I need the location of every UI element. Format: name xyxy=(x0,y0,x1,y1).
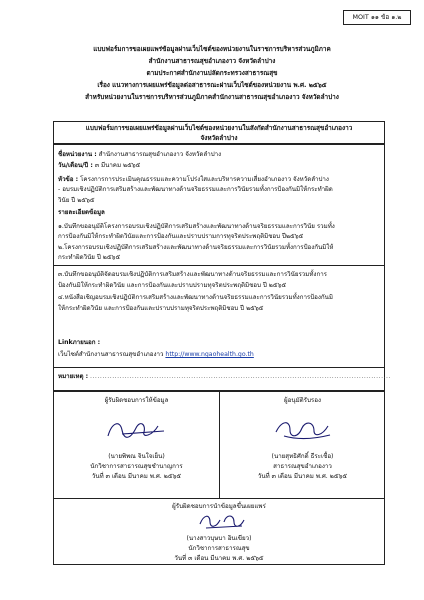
right-signer-date: วันที่ ๓ เดือน มีนาคม พ.ศ. ๒๕๖๕ xyxy=(257,473,348,480)
right-signer-name: (นายสุทธิศักดิ์ ธีระเชื้อ) xyxy=(271,453,334,460)
header-line-4: เรื่อง แนวทางการเผยแพร่ข้อมูลต่อสาธารณะผ่านเว็บไซต์ของหน่วยงาน พ.ศ. ๒๕๖๕ xyxy=(97,81,327,89)
bottom-signer-name: (นางสาวบุษบา อินเขียว) xyxy=(186,535,252,542)
detail-item-3-line-2: ป้องกันมิให้กระทำผิดวินัย และการป้องกันและปราบปรามทุจริตประพฤติมิชอบ ปี ๒๕๖๕ xyxy=(58,282,287,289)
detail-heading: รายละเอียดข้อมูล xyxy=(58,209,105,216)
note-label: หมายเหตุ : xyxy=(58,373,89,380)
left-signer-title: ผู้รับผิดชอบการให้ข้อมูล xyxy=(104,397,169,404)
signature-divider xyxy=(219,392,220,498)
date-label: วัน/เดือน/ปี : xyxy=(58,162,93,169)
signature-box-top xyxy=(53,391,385,499)
left-signer-date: วันที่ ๓ เดือน มีนาคม พ.ศ. ๒๕๖๕ xyxy=(91,473,182,480)
topic-row xyxy=(58,175,329,184)
details-separator xyxy=(54,265,384,266)
bottom-signature-image xyxy=(194,510,250,532)
date-value: ๓ มีนาคม ๒๕๖๕ xyxy=(94,162,141,169)
header-line-3: ตามประกาศสำนักงานปลัดกระทรวงสาธารณสุข xyxy=(146,69,278,77)
signature-box-bottom xyxy=(53,498,385,565)
form-title-line-2: จังหวัดลำปาง xyxy=(200,133,238,142)
external-link-label: Linkภายนอก : xyxy=(58,339,101,346)
left-signature-image xyxy=(102,416,172,444)
bottom-signer-position: นักวิชาการสาธารณสุข xyxy=(188,545,250,552)
date-row xyxy=(58,161,140,170)
detail-item-4-line-1: ๔.หนังสือเชิญอบรมเชิงปฏิบัติการเสริมสร้างและพัฒนาทางด้านจริยธรรมและการวินัยรวมทั้งการป้องกันมิ xyxy=(58,294,333,301)
detail-item-2-line-1: ๒.โครงการอบรมเชิงปฏิบัติการเสริมสร้างและพัฒนาทางด้านจริยธรรมและการวินัยรวมทั้งการป้องกันมิให้ xyxy=(58,244,334,251)
form-code-box: MOIT ๑๑ ข้อ ๑.๒ xyxy=(343,10,411,25)
agency-row xyxy=(58,150,221,159)
agency-value: สำนักงานสาธารณสุขอำเภองาว จังหวัดลำปาง xyxy=(98,151,222,158)
detail-item-2-line-2: กระทำผิดวินัย ปี ๒๕๖๕ xyxy=(58,254,121,261)
detail-item-1-line-2: การป้องกันมิให้กระทำผิดวินัยและการป้องกันและปราบปรามการทุจริตประพฤติมิชอบ ปี๒๕๖๕ xyxy=(58,233,304,240)
topic-line-3: วินัย ปี ๒๕๖๕ xyxy=(58,197,95,204)
right-signer-position: สาธารณสุขอำเภองาว xyxy=(273,463,332,470)
detail-item-3-line-1: ๓.บันทึกขออนุมัติจัดอบรมเชิงปฏิบัติการเสริมสร้างและพัฒนาทางด้านจริยธรรมและการวินัยรวมทั้งการ xyxy=(58,271,327,278)
left-signer-position: นักวิชาการสาธารณสุขชำนาญการ xyxy=(90,463,183,470)
note-separator xyxy=(54,367,384,368)
right-signer-title: ผู้อนุมัติรับรอง xyxy=(284,397,321,404)
detail-item-4-line-2: ให้กระทำผิดวินัย และการป้องกันและปราบปรามทุจริตประพฤติมิชอบ ปี ๒๕๖๕ xyxy=(58,305,264,312)
detail-item-1-line-1: ๑.บันทึกขออนุมัติโครงการอบรมเชิงปฏิบัติการเสริมสร้างและพัฒนาทางด้านจริยธรรมและการวินัย รวมทั้ง xyxy=(58,223,335,230)
header-line-1: แบบฟอร์มการขอเผยแพร่ข้อมูลผ่านเว็บไซต์ของหน่วยงานในราชการบริหารส่วนภูมิภาค xyxy=(93,45,331,53)
details-box xyxy=(53,144,391,391)
bottom-signer-date: วันที่ ๓ เดือน มีนาคม พ.ศ. ๒๕๖๕ xyxy=(174,555,264,562)
agency-label: ชื่อหน่วยงาน : xyxy=(58,151,97,158)
external-link-row xyxy=(58,350,254,359)
topic-line-1: โครงการการประเมินคุณธรรมและความโปร่งใสและบริหารความเสี่ยงอำเภองาว จังหวัดลำปาง xyxy=(80,176,329,183)
topic-line-2: - อบรมเชิงปฏิบัติการเสริมสร้างและพัฒนาทางด้านจริยธรรมและการวินัยรวมทั้งการป้องกันมิให้กระทำผิด xyxy=(58,186,333,193)
form-title-line-1: แบบฟอร์มการขอเผยแพร่ข้อมูลผ่านเว็บไซต์ของหน่วยงานในสังกัดสำนักงานสาธารณสุขอำเภองาว xyxy=(85,124,353,132)
bottom-signer-title: ผู้รับผิดชอบการนำข้อมูลขึ้นเผยแพร่ xyxy=(172,503,266,510)
header-line-2: สำนักงานสาธารณสุขอำเภองาว จังหวัดลำปาง xyxy=(148,57,276,65)
right-signature-image xyxy=(268,414,338,444)
left-signer-name: (นายพิพณ จินใจเย็น) xyxy=(108,453,165,460)
header-line-5: สำหรับหน่วยงานในราชการบริหารส่วนภูมิภาคสำนักงานสาธารณสุขอำเภองาว จังหวัดลำปาง xyxy=(85,93,339,101)
external-link-url[interactable]: http://www.ngaohealth.go.th xyxy=(165,351,254,358)
external-link-prefix: เว็บไซต์สำนักงานสาธารณสุขอำเภองาว xyxy=(58,351,164,358)
note-dotted-line: .......................................................................................................................... xyxy=(90,373,391,380)
topic-label: หัวข้อ : xyxy=(58,176,79,183)
form-title-box xyxy=(53,121,385,144)
